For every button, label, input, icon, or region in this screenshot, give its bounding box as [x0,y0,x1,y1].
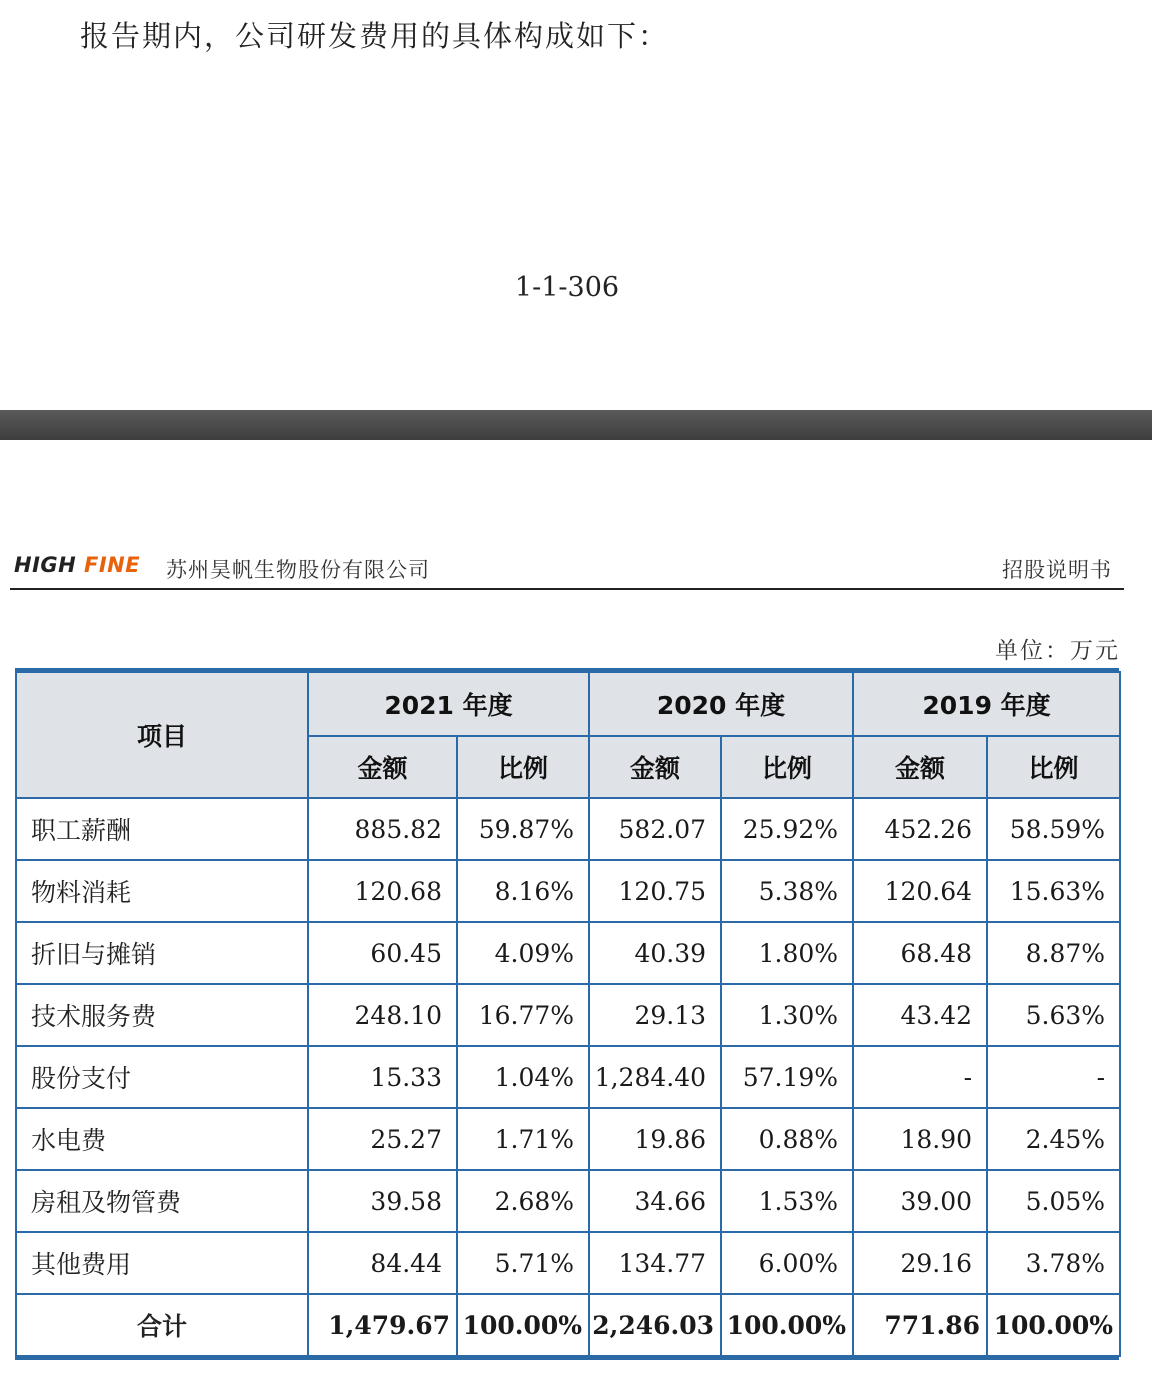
total-label: 合计 [16,1294,308,1356]
amount-header: 金额 [853,736,987,798]
cell-value: 39.58 [308,1170,457,1232]
intro-text: 报告期内，公司研发费用的具体构成如下： [80,19,670,53]
cell-value: 29.13 [589,984,721,1046]
cell-value: 4.09% [457,922,589,984]
page-separator [0,410,1152,440]
cell-value: 1.80% [721,922,853,984]
cell-value: 248.10 [308,984,457,1046]
row-label: 水电费 [16,1108,308,1170]
cell-value: 1.30% [721,984,853,1046]
ratio-header: 比例 [457,736,589,798]
cell-value: 452.26 [853,798,987,860]
total-value: 2,246.03 [589,1294,721,1356]
cell-value: 582.07 [589,798,721,860]
rd-expense-table [15,668,1119,1360]
cell-value: 15.63% [987,860,1120,922]
row-label: 职工薪酬 [16,798,308,860]
cell-value: 5.63% [987,984,1120,1046]
unit-label: 单位：万元 [995,638,1120,664]
cell-value: 1,284.40 [589,1046,721,1108]
cell-value: 5.71% [457,1232,589,1294]
year-header: 2019 年度 [853,672,1120,736]
cell-value: 6.00% [721,1232,853,1294]
cell-value: 8.16% [457,860,589,922]
amount-header: 金额 [308,736,457,798]
row-label: 股份支付 [16,1046,308,1108]
page-number: 1-1-306 [514,272,620,303]
company-logo-fine: FINE [84,553,141,577]
cell-value: 16.77% [457,984,589,1046]
cell-value: - [853,1046,987,1108]
cell-value: 1.71% [457,1108,589,1170]
company-logo-high: HIGH [14,553,77,577]
total-value: 771.86 [853,1294,987,1356]
cell-value: 59.87% [457,798,589,860]
table-row [16,1232,1120,1294]
cell-value: 25.92% [721,798,853,860]
table-row [16,860,1120,922]
table-row [16,1046,1120,1108]
total-value: 1,479.67 [308,1294,457,1356]
total-value: 100.00% [721,1294,853,1356]
year-header: 2021 年度 [308,672,589,736]
cell-value: 19.86 [589,1108,721,1170]
cell-value: 39.00 [853,1170,987,1232]
cell-value: 3.78% [987,1232,1120,1294]
cell-value: - [987,1046,1120,1108]
cell-value: 29.16 [853,1232,987,1294]
year-header: 2020 年度 [589,672,853,736]
cell-value: 120.68 [308,860,457,922]
cell-value: 0.88% [721,1108,853,1170]
cell-value: 57.19% [721,1046,853,1108]
row-label: 折旧与摊销 [16,922,308,984]
cell-value: 15.33 [308,1046,457,1108]
cell-value: 40.39 [589,922,721,984]
cell-value: 58.59% [987,798,1120,860]
row-label: 物料消耗 [16,860,308,922]
total-value: 100.00% [987,1294,1120,1356]
cell-value: 68.48 [853,922,987,984]
table-row [16,1108,1120,1170]
company-name: 苏州昊帆生物股份有限公司 [166,558,430,582]
ratio-header: 比例 [721,736,853,798]
cell-value: 134.77 [589,1232,721,1294]
ratio-header: 比例 [987,736,1120,798]
cell-value: 120.75 [589,860,721,922]
cell-value: 60.45 [308,922,457,984]
document-header [14,553,1124,589]
cell-value: 1.53% [721,1170,853,1232]
cell-value: 18.90 [853,1108,987,1170]
amount-header: 金额 [589,736,721,798]
table-row [16,798,1120,860]
total-value: 100.00% [457,1294,589,1356]
header-rule [10,588,1124,590]
cell-value: 120.64 [853,860,987,922]
cell-value: 2.68% [457,1170,589,1232]
row-label: 房租及物管费 [16,1170,308,1232]
cell-value: 1.04% [457,1046,589,1108]
cell-value: 43.42 [853,984,987,1046]
cell-value: 885.82 [308,798,457,860]
cell-value: 8.87% [987,922,1120,984]
table-row [16,984,1120,1046]
total-row [16,1294,1120,1356]
cell-value: 5.05% [987,1170,1120,1232]
document-type: 招股说明书 [1002,558,1112,582]
table-row [16,922,1120,984]
cell-value: 34.66 [589,1170,721,1232]
row-label: 技术服务费 [16,984,308,1046]
row-label: 其他费用 [16,1232,308,1294]
table-row [16,1170,1120,1232]
cell-value: 5.38% [721,860,853,922]
cell-value: 84.44 [308,1232,457,1294]
cell-value: 25.27 [308,1108,457,1170]
cell-value: 2.45% [987,1108,1120,1170]
item-header: 项目 [16,672,308,798]
